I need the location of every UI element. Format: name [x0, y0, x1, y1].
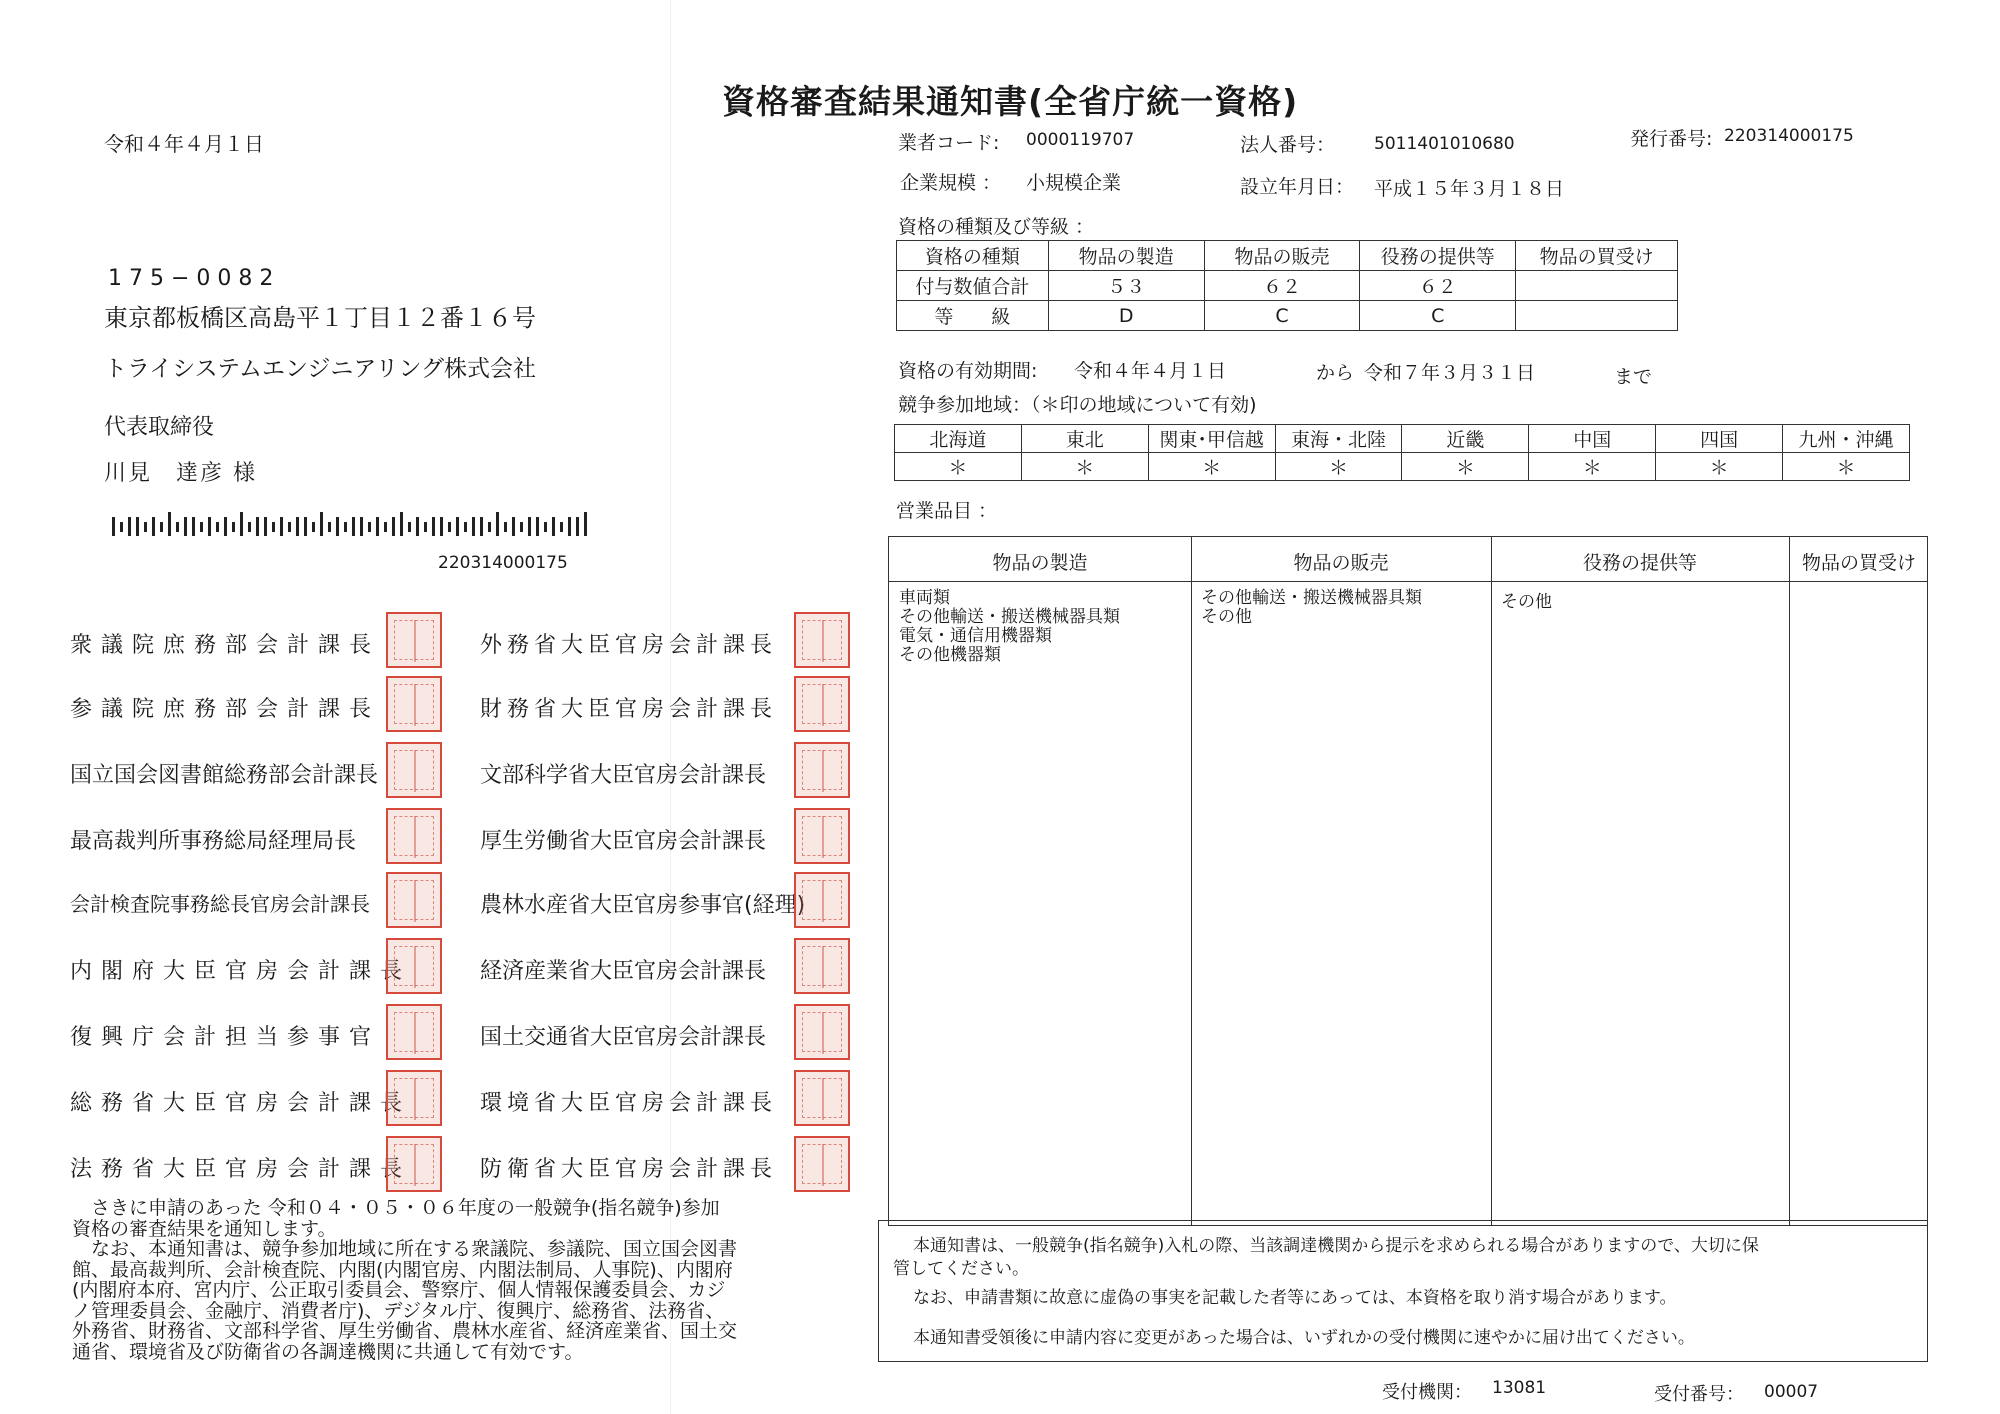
- reception-org-label: 受付機関：: [1382, 1382, 1472, 1403]
- grades-section-label: 資格の種類及び等級 ：: [898, 216, 1095, 238]
- grades-cell: 資格の種類: [897, 241, 1049, 271]
- grades-score-row: [897, 271, 1678, 301]
- list-item: 車両類: [899, 588, 950, 608]
- business-items-header: [889, 537, 1927, 582]
- authority-name: 国立国会図書館総務部会計課長: [70, 763, 379, 788]
- authority-name: 厚生労働省大臣官房会計課長: [480, 829, 767, 854]
- authority-name: 復興庁会計担当参事官: [70, 1025, 381, 1050]
- grades-grade-row: [897, 301, 1678, 331]
- grades-cell: 物品の販売: [1204, 241, 1360, 271]
- established-date: 平成１５年３月１８日: [1374, 178, 1565, 200]
- official-seal-stamp: [386, 1070, 442, 1126]
- area-name-cell: 東北: [1021, 425, 1148, 453]
- notification-body: [72, 1198, 832, 1362]
- authority-name: 法務省大臣官房会計課長: [70, 1157, 412, 1182]
- business-items-label: 営業品目 ：: [896, 500, 998, 522]
- notice-line: 本通知書受領後に申請内容に変更があった場合は、いずれかの受付機関に速やかに届け出てください。: [913, 1328, 1695, 1348]
- official-seal-stamp: [386, 612, 442, 668]
- grades-cell: ５３: [1048, 271, 1204, 301]
- grades-cell: C: [1360, 301, 1516, 331]
- area-name-cell: 九州・沖縄: [1783, 425, 1910, 453]
- postal-code: 175−0082: [108, 266, 281, 291]
- issue-number: 220314000175: [1724, 126, 1854, 146]
- reception-number: 00007: [1764, 1382, 1819, 1402]
- grades-cell: D: [1048, 301, 1204, 331]
- recipient-address: 東京都板橋区高島平１丁目１２番１６号: [104, 304, 536, 332]
- document-title: 資格審査結果通知書(全省庁統一資格): [722, 82, 1299, 121]
- list-item: その他機器類: [899, 645, 1001, 665]
- official-seal-stamp: [794, 612, 850, 668]
- body-line: ノ管理委員会、金融庁、消費者庁)、デジタル庁、復興庁、総務省、法務省、: [72, 1299, 725, 1322]
- items-col-divider: [1789, 537, 1790, 1225]
- official-seal-stamp: [386, 1004, 442, 1060]
- reception-number-label: 受付番号：: [1654, 1384, 1744, 1405]
- grades-cell: 役務の提供等: [1360, 241, 1516, 271]
- barcode-number: 220314000175: [438, 553, 568, 573]
- grades-cell: 等 級: [897, 301, 1049, 331]
- items-list-manufacturing: [899, 589, 1120, 665]
- areas-table: [894, 424, 1910, 481]
- areas-label: 競争参加地域：（＊印の地域について有効): [898, 394, 1257, 416]
- area-mark-cell: ＊: [1021, 453, 1148, 481]
- body-line: なお、本通知書は、競争参加地域に所在する衆議院、参議院、国立国会図書: [72, 1238, 738, 1260]
- body-line: 通省、環境省及び防衛省の各調達機関に共通して有効です。: [72, 1340, 584, 1363]
- authority-name: 国土交通省大臣官房会計課長: [480, 1025, 767, 1050]
- official-seal-stamp: [386, 938, 442, 994]
- authority-name: 文部科学省大臣官房会計課長: [480, 763, 767, 788]
- grades-cell: [1516, 271, 1678, 301]
- grades-cell: C: [1204, 301, 1360, 331]
- company-size: 小規模企業: [1026, 172, 1122, 194]
- authority-name: 参議院庶務部会計課長: [70, 697, 381, 722]
- list-item: その他: [1201, 607, 1252, 627]
- body-line: 館、最高裁判所、会計検査院、内閣(内閣官房、内閣法制局、人事院)、内閣府: [72, 1258, 733, 1281]
- validity-from: 令和４年４月１日: [1074, 360, 1227, 382]
- authority-name: 農林水産省大臣官房参事官(経理): [480, 893, 806, 918]
- official-seal-stamp: [386, 808, 442, 864]
- reception-org: 13081: [1492, 1378, 1547, 1398]
- area-name-cell: 近畿: [1402, 425, 1529, 453]
- recipient-name: 川見 達彦 様: [104, 461, 257, 486]
- grades-cell: ６２: [1360, 271, 1516, 301]
- area-name-cell: 東海・北陸: [1275, 425, 1402, 453]
- area-name-cell: 中国: [1529, 425, 1656, 453]
- official-seal-stamp: [794, 808, 850, 864]
- vendor-code-label: 業者コード:: [898, 132, 1000, 154]
- body-line: 資格の審査結果を通知します。: [72, 1217, 337, 1240]
- items-col-title: 役務の提供等: [1582, 552, 1697, 574]
- items-col-title: 物品の販売: [1293, 552, 1389, 574]
- validity-to-suffix: まで: [1614, 366, 1653, 388]
- notice-line: 管してください。: [893, 1259, 1029, 1279]
- list-item: その他輸送・搬送機械器具類: [899, 607, 1120, 627]
- vendor-code: 0000119707: [1026, 130, 1135, 150]
- recipient-company: トライシステムエンジニアリング株式会社: [104, 356, 537, 382]
- official-seal-stamp: [794, 938, 850, 994]
- business-items-table: [888, 536, 1928, 1226]
- area-mark-cell: ＊: [1529, 453, 1656, 481]
- area-mark-cell: ＊: [1275, 453, 1402, 481]
- official-seal-stamp: [794, 872, 850, 928]
- authority-name: 外務省大臣官房会計課長: [480, 633, 778, 658]
- grades-header-row: [897, 241, 1678, 271]
- items-col-title: 物品の買受け: [1801, 552, 1916, 574]
- validity-from-suffix: から: [1316, 362, 1355, 384]
- grades-cell: 物品の製造: [1048, 241, 1204, 271]
- area-name-cell: 四国: [1656, 425, 1783, 453]
- official-seal-stamp: [794, 1070, 850, 1126]
- items-list-sales: [1201, 589, 1422, 627]
- authority-name: 衆議院庶務部会計課長: [70, 633, 381, 658]
- authority-name: 会計検査院事務総長官房会計課長: [70, 892, 370, 916]
- body-line: 外務省、財務省、文部科学省、厚生労働省、農林水産省、経済産業省、国土交: [72, 1320, 738, 1342]
- official-seal-stamp: [386, 676, 442, 732]
- validity-to: 令和７年３月３１日: [1364, 362, 1536, 384]
- authority-name: 総務省大臣官房会計課長: [70, 1091, 412, 1116]
- items-col-divider: [1191, 537, 1192, 1225]
- list-item: その他輸送・搬送機械器具類: [1201, 588, 1422, 608]
- official-seal-stamp: [794, 1004, 850, 1060]
- body-line: さきに申請のあった 令和０４・０５・０６年度の一般競争(指名競争)参加: [72, 1197, 720, 1219]
- list-item: 電気・通信用機器類: [899, 626, 1052, 646]
- grades-table: [896, 240, 1678, 331]
- corporate-number-label: 法人番号：: [1240, 134, 1336, 156]
- authority-name: 最高裁判所事務総局経理局長: [70, 829, 357, 854]
- grades-cell: ６２: [1204, 271, 1360, 301]
- items-col-divider: [1491, 537, 1492, 1225]
- issue-date: 令和４年４月１日: [104, 132, 264, 156]
- areas-name-row: [895, 425, 1910, 453]
- area-name-cell: 北海道: [895, 425, 1022, 453]
- authority-name: 財務省大臣官房会計課長: [480, 697, 778, 722]
- authority-name: 経済産業省大臣官房会計課長: [480, 959, 767, 984]
- official-seal-stamp: [794, 676, 850, 732]
- validity-label: 資格の有効期間:: [898, 360, 1038, 382]
- items-list-services: [1501, 593, 1552, 612]
- authority-name: 環境省大臣官房会計課長: [480, 1091, 778, 1116]
- notice-box: [878, 1220, 1928, 1362]
- corporate-number: 5011401010680: [1374, 134, 1515, 154]
- official-seal-stamp: [386, 872, 442, 928]
- list-item: その他: [1501, 592, 1552, 612]
- official-seal-stamp: [386, 742, 442, 798]
- area-mark-cell: ＊: [895, 453, 1022, 481]
- official-seal-stamp: [794, 742, 850, 798]
- grades-cell: 物品の買受け: [1516, 241, 1678, 271]
- area-mark-cell: ＊: [1402, 453, 1529, 481]
- authority-name: 防衛省大臣官房会計課長: [480, 1157, 778, 1182]
- area-mark-cell: ＊: [1656, 453, 1783, 481]
- official-seal-stamp: [794, 1136, 850, 1192]
- authority-name: 内閣府大臣官房会計課長: [70, 959, 412, 984]
- area-mark-cell: ＊: [1783, 453, 1910, 481]
- company-size-label: 企業規模 ：: [900, 172, 1002, 194]
- barcode-image: [112, 512, 592, 538]
- established-label: 設立年月日：: [1240, 176, 1355, 198]
- areas-mark-row: [895, 453, 1910, 481]
- notice-line: なお、申請書類に故意に虚偽の事実を記載した者等にあっては、本資格を取り消す場合があります。: [913, 1288, 1677, 1308]
- issue-number-label: 発行番号:: [1630, 128, 1713, 150]
- recipient-role: 代表取締役: [104, 415, 215, 440]
- body-line: (内閣府本府、宮内庁、公正取引委員会、警察庁、個人情報保護委員会、カジ: [72, 1279, 726, 1301]
- items-col-title: 物品の製造: [992, 552, 1088, 574]
- notice-line: 本通知書は、一般競争(指名競争)入札の際、当該調達機関から提示を求められる場合がありますので、大切に保: [913, 1236, 1759, 1256]
- area-name-cell: 関東･甲信越: [1148, 425, 1275, 453]
- area-mark-cell: ＊: [1148, 453, 1275, 481]
- grades-cell: 付与数値合計: [897, 271, 1049, 301]
- official-seal-stamp: [386, 1136, 442, 1192]
- grades-cell: [1516, 301, 1678, 331]
